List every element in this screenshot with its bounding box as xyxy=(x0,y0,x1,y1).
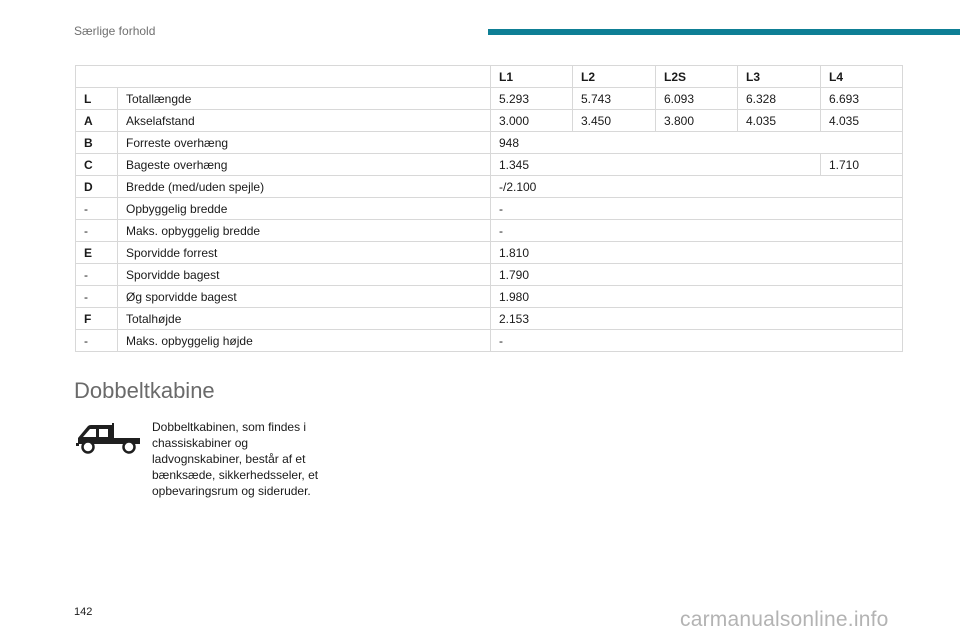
row-value: 1.790 xyxy=(491,264,903,286)
row-value: - xyxy=(491,220,903,242)
double-cab-truck-icon xyxy=(76,420,142,454)
column-header: L2S xyxy=(656,66,738,88)
column-header: L1 xyxy=(491,66,573,88)
row-code: A xyxy=(76,110,118,132)
page-number: 142 xyxy=(74,606,93,618)
section-heading: Dobbeltkabine xyxy=(74,378,215,403)
row-code: F xyxy=(76,308,118,330)
table-row xyxy=(76,154,903,176)
row-label: Sporvidde bagest xyxy=(118,264,491,286)
row-label: Maks. opbyggelig bredde xyxy=(118,220,491,242)
row-label: Akselafstand xyxy=(118,110,491,132)
row-value: 6.328 xyxy=(738,88,821,110)
row-value: 5.743 xyxy=(573,88,656,110)
row-value: 1.980 xyxy=(491,286,903,308)
accent-bar xyxy=(488,29,960,35)
table-row xyxy=(76,286,903,308)
row-value: 948 xyxy=(491,132,903,154)
row-value: 2.153 xyxy=(491,308,903,330)
row-code: - xyxy=(76,220,118,242)
row-code: - xyxy=(76,198,118,220)
row-code: - xyxy=(76,330,118,352)
column-header: L3 xyxy=(738,66,821,88)
row-value: - xyxy=(491,198,903,220)
row-label: Sporvidde forrest xyxy=(118,242,491,264)
table-row xyxy=(76,330,903,352)
row-value: 5.293 xyxy=(491,88,573,110)
dimensions-table xyxy=(75,65,903,352)
table-row xyxy=(76,132,903,154)
table-row xyxy=(76,308,903,330)
table-row xyxy=(76,88,903,110)
watermark: carmanualsonline.info xyxy=(680,608,889,631)
column-header: L2 xyxy=(573,66,656,88)
section-description: Dobbeltkabinen, som findes i chassiskabiner og ladvognskabiner, består af et bænksæde, sikkerhedsseler, et opbevaringsrum og sideruder. xyxy=(152,420,319,498)
row-value: 6.093 xyxy=(656,88,738,110)
row-label: Øg sporvidde bagest xyxy=(118,286,491,308)
row-value: 1.810 xyxy=(491,242,903,264)
row-value: 3.450 xyxy=(573,110,656,132)
row-label: Bageste overhæng xyxy=(118,154,491,176)
row-value: 3.800 xyxy=(656,110,738,132)
row-label: Totalhøjde xyxy=(118,308,491,330)
row-value: 4.035 xyxy=(738,110,821,132)
table-header-blank xyxy=(76,66,491,88)
table-row xyxy=(76,242,903,264)
row-value: 6.693 xyxy=(821,88,903,110)
row-label: Forreste overhæng xyxy=(118,132,491,154)
section-title: Særlige forhold xyxy=(74,24,156,38)
row-code: - xyxy=(76,286,118,308)
row-value: 1.345 xyxy=(491,154,821,176)
row-code: C xyxy=(76,154,118,176)
row-code: L xyxy=(76,88,118,110)
row-value: 3.000 xyxy=(491,110,573,132)
row-code: D xyxy=(76,176,118,198)
table-row xyxy=(76,176,903,198)
row-code: - xyxy=(76,264,118,286)
table-row xyxy=(76,264,903,286)
row-label: Maks. opbyggelig højde xyxy=(118,330,491,352)
table-row xyxy=(76,110,903,132)
table-header-row xyxy=(76,66,903,88)
row-label: Opbyggelig bredde xyxy=(118,198,491,220)
table-row xyxy=(76,198,903,220)
row-value: 4.035 xyxy=(821,110,903,132)
row-code: E xyxy=(76,242,118,264)
column-header: L4 xyxy=(821,66,903,88)
row-value: - xyxy=(491,330,903,352)
row-value: 1.710 xyxy=(821,154,903,176)
row-value: -/2.100 xyxy=(491,176,903,198)
row-code: B xyxy=(76,132,118,154)
table-row xyxy=(76,220,903,242)
row-label: Bredde (med/uden spejle) xyxy=(118,176,491,198)
row-label: Totallængde xyxy=(118,88,491,110)
